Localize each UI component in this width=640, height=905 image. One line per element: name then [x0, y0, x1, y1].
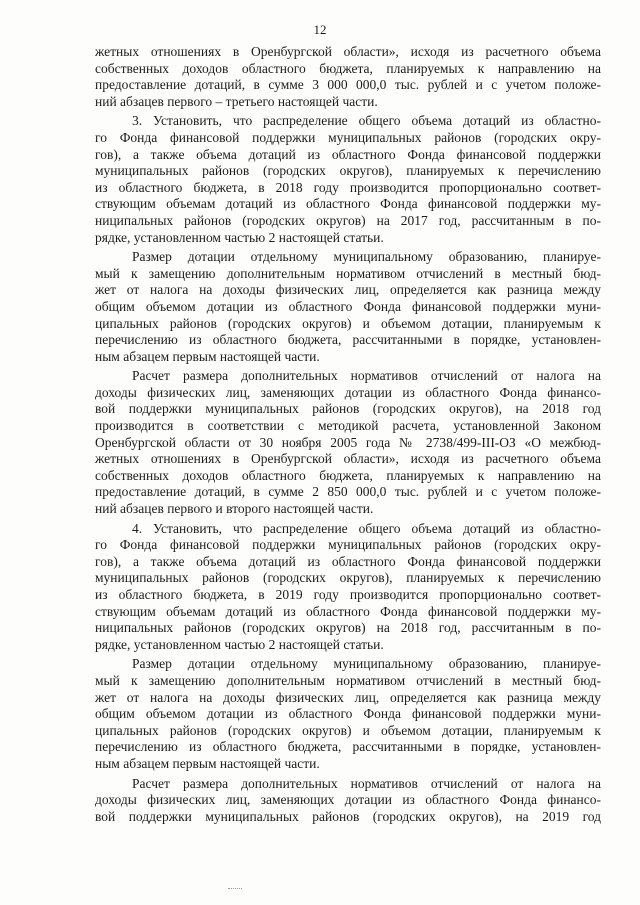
text-line: предоставление дотаций, в сумме 2 850 000,0 тыс. рублей и с учетом положе- [95, 484, 601, 500]
paragraph [95, 776, 601, 826]
text-line: рядке, установленном частью 2 настоящей статьи. [95, 636, 384, 652]
text-line: го Фонда финансовой поддержки муниципальных районов (городских окру- [95, 129, 601, 145]
text-line: из областного бюджета, в 2018 году производится пропорционально соответ- [95, 179, 601, 195]
text-line: жетных отношениях в Оренбургской области», исходя из расчетного объема [95, 44, 601, 59]
paragraph [95, 656, 601, 772]
text-line: Расчет размера дополнительных нормативов отчислений от налога на [132, 368, 601, 384]
paragraph [95, 249, 601, 365]
text-line: гов), а также объема дотаций из областного Фонда финансовой поддержки [95, 146, 601, 162]
paragraph [95, 113, 601, 246]
text-line: доходы физических лиц, заменяющих дотации из областного Фонда финансо- [95, 792, 601, 808]
text-line: ным абзацем первым настоящей части. [95, 755, 320, 771]
text-line: предоставление дотаций, в сумме 3 000 000,0 тыс. рублей и с учетом положе- [95, 77, 601, 93]
text-line: производится в соответствии с методикой расчета, установленной Законом [95, 418, 601, 434]
text-line: ствующим объемам дотаций из областного Фонда финансовой поддержки му- [95, 603, 601, 619]
text-line: перечислению из областного бюджета, рассчитанными в порядке, установлен- [95, 332, 601, 348]
text-line: 4. Установить, что распределение общего объема дотаций из областно- [132, 520, 601, 536]
text-line: перечислению из областного бюджета, рассчитанными в порядке, установлен- [95, 739, 601, 755]
text-line: Расчет размера дополнительных нормативов отчислений от налога на [132, 775, 601, 791]
text-line: ний абзацев первого – третьего настоящей части. [95, 93, 378, 109]
text-line: из областного бюджета, в 2019 году производится пропорционально соответ- [95, 587, 601, 602]
text-line: Размер дотации отдельному муниципальному образованию, планируе- [132, 656, 601, 672]
text-line: общим объемом дотации из областного Фонда финансовой поддержки муни- [95, 706, 601, 722]
text-line: Оренбургской области от 30 ноября 2005 года № 2738/499-III-ОЗ «О межбюд- [95, 434, 601, 450]
text-line: муниципальных районов (городских округов), планируемых к перечислению [95, 570, 601, 586]
text-line: вой поддержки муниципальных районов (городских округов), на 2019 год [95, 808, 601, 824]
text-line: ствующим объемам дотаций из областного Фонда финансовой поддержки му- [95, 196, 601, 212]
text-line: го Фонда финансовой поддержки муниципальных районов (городских окру- [95, 537, 601, 553]
text-line: вой поддержки муниципальных районов (городских округов), на 2018 год [95, 401, 601, 417]
text-line: ниципальных районов (городских округов) на 2018 год, рассчитанным в по- [95, 620, 601, 636]
text-line: муниципальных районов (городских округов), планируемых к перечислению [95, 163, 601, 179]
text-line: ниципальных районов (городских округов) на 2017 год, рассчитанным в по- [95, 212, 601, 228]
paragraph [95, 521, 601, 654]
text-line: собственных доходов областного бюджета, планируемых к направлению на [95, 467, 601, 483]
scan-mark [228, 888, 242, 891]
page-number: 12 [313, 22, 327, 37]
document-body [95, 44, 601, 828]
paragraph [95, 368, 601, 517]
text-line: общим объемом дотации из областного Фонда финансовой поддержки муни- [95, 298, 601, 314]
text-line: ципальных районов (городских округов) и объемом дотации, планируемым к [95, 315, 601, 331]
text-line: жетных отношениях в Оренбургской области», исходя из расчетного объема [95, 451, 601, 467]
text-line: ципальных районов (городских округов) и объемом дотации, планируемым к [95, 722, 601, 738]
text-line: гов), а также объема дотаций из областного Фонда финансовой поддержки [95, 553, 601, 569]
text-line: жет от налога на доходы физических лиц, определяется как разница между [95, 689, 601, 705]
text-line: мый к замещению дополнительным нормативом отчислений в местный бюд- [95, 265, 601, 281]
text-line: мый к замещению дополнительным нормативом отчислений в местный бюд- [95, 672, 601, 688]
text-line: доходы физических лиц, заменяющих дотации из областного Фонда финансо- [95, 384, 601, 400]
text-line: 3. Установить, что распределение общего объема дотаций из областно- [132, 113, 601, 129]
paragraph [95, 44, 601, 110]
text-line: собственных доходов областного бюджета, планируемых к направлению на [95, 60, 601, 76]
text-line: ний абзацев первого и второго настоящей части. [95, 501, 374, 517]
text-line: рядке, установленном частью 2 настоящей статьи. [95, 229, 384, 245]
text-line: Размер дотации отдельному муниципальному образованию, планируе- [132, 249, 601, 265]
text-line: ным абзацем первым настоящей части. [95, 348, 320, 364]
text-line: жет от налога на доходы физических лиц, определяется как разница между [95, 282, 601, 298]
